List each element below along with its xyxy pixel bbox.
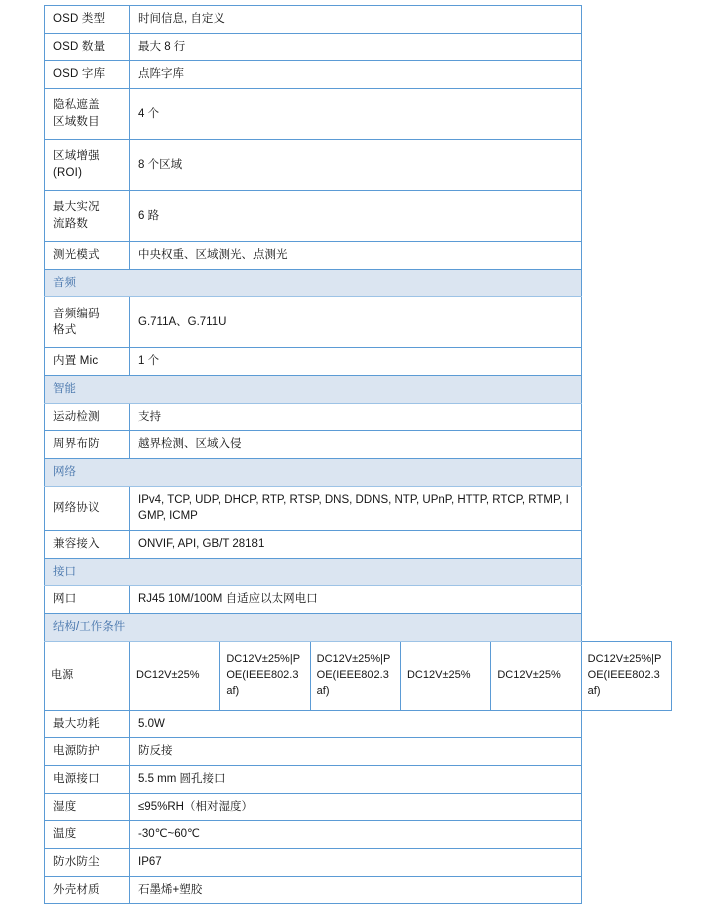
spec-row: [45, 821, 672, 849]
spec-label-line: 音频编码: [53, 307, 100, 320]
spec-row: [45, 61, 672, 89]
spec-value: RJ45 10M/100M 自适应以太网电口: [130, 586, 582, 614]
spec-label: [45, 89, 130, 140]
spec-value: 6 路: [130, 191, 582, 242]
section-header-row: [45, 558, 672, 586]
section-header-label: 网络: [45, 459, 582, 487]
spec-label: OSD 数量: [45, 33, 130, 61]
spec-row: [45, 297, 672, 348]
specification-sheet: [44, 5, 672, 904]
spec-value: 越界检测、区域入侵: [130, 431, 582, 459]
spec-value: 支持: [130, 403, 582, 431]
spec-label: OSD 字库: [45, 61, 130, 89]
spec-label: 电源: [45, 641, 130, 710]
spec-label: 最大功耗: [45, 710, 130, 738]
spec-value: -30℃~60℃: [130, 821, 582, 849]
spec-value: 8 个区域: [130, 140, 582, 191]
spec-value: ≤95%RH（相对湿度）: [130, 793, 582, 821]
section-header-row: [45, 376, 672, 404]
section-header-row: [45, 269, 672, 297]
spec-row: [45, 140, 672, 191]
power-supply-row: [45, 641, 672, 710]
section-header-label: 智能: [45, 376, 582, 404]
spec-value: 5.0W: [130, 710, 582, 738]
spec-label: 测光模式: [45, 242, 130, 270]
section-header-label: 结构/工作条件: [45, 614, 582, 642]
spec-row: [45, 6, 672, 34]
section-header-label: 音频: [45, 269, 582, 297]
spec-value: 防反接: [130, 738, 582, 766]
spec-label: [45, 191, 130, 242]
spec-row: [45, 348, 672, 376]
spec-row: [45, 531, 672, 559]
spec-value: 点阵字库: [130, 61, 582, 89]
section-header-label: 接口: [45, 558, 582, 586]
specification-table-body: [45, 6, 672, 904]
power-option-cell: DC12V±25%: [130, 641, 220, 710]
spec-row: [45, 431, 672, 459]
spec-value: IPv4, TCP, UDP, DHCP, RTP, RTSP, DNS, DDNS, NTP, UPnP, HTTP, RTCP, RTMP, IGMP, ICMP: [130, 486, 582, 530]
spec-value: 石墨烯+塑胶: [130, 876, 582, 904]
spec-value: 最大 8 行: [130, 33, 582, 61]
spec-row: [45, 191, 672, 242]
spec-value: 1 个: [130, 348, 582, 376]
spec-row: [45, 793, 672, 821]
power-option-cell: DC12V±25%|POE(IEEE802.3af): [310, 641, 400, 710]
spec-value: 中央权重、区域测光、点测光: [130, 242, 582, 270]
spec-label: 湿度: [45, 793, 130, 821]
spec-label-line: 区域数目: [53, 116, 100, 129]
spec-label-line: 最大实况: [53, 201, 100, 214]
spec-label: 防水防尘: [45, 849, 130, 877]
spec-label-line: 区域增强: [53, 150, 100, 163]
spec-row: [45, 586, 672, 614]
section-header-row: [45, 459, 672, 487]
spec-label-line: 流路数: [53, 218, 89, 231]
power-option-cell: DC12V±25%: [491, 641, 581, 710]
spec-row: [45, 876, 672, 904]
spec-label: 内置 Mic: [45, 348, 130, 376]
spec-label: 电源接口: [45, 766, 130, 794]
spec-row: [45, 403, 672, 431]
power-option-cell: DC12V±25%|POE(IEEE802.3af): [581, 641, 671, 710]
spec-label: 周界布防: [45, 431, 130, 459]
spec-label: 运动检测: [45, 403, 130, 431]
spec-label-line: 隐私遮盖: [53, 99, 100, 112]
spec-label: 外壳材质: [45, 876, 130, 904]
specification-table: [44, 5, 672, 904]
spec-label: [45, 140, 130, 191]
spec-value: 4 个: [130, 89, 582, 140]
spec-row: [45, 849, 672, 877]
power-option-cell: DC12V±25%|POE(IEEE802.3af): [220, 641, 310, 710]
spec-row: [45, 766, 672, 794]
spec-label-line: (ROI): [53, 167, 83, 180]
spec-value: 5.5 mm 圆孔接口: [130, 766, 582, 794]
spec-value: IP67: [130, 849, 582, 877]
spec-value: 时间信息, 自定义: [130, 6, 582, 34]
spec-label: 网口: [45, 586, 130, 614]
spec-label: 网络协议: [45, 486, 130, 530]
spec-label: 兼容接入: [45, 531, 130, 559]
spec-row: [45, 710, 672, 738]
spec-label: [45, 297, 130, 348]
spec-row: [45, 242, 672, 270]
spec-row: [45, 89, 672, 140]
spec-label: OSD 类型: [45, 6, 130, 34]
spec-row: [45, 738, 672, 766]
spec-label: 温度: [45, 821, 130, 849]
spec-label-line: 格式: [53, 324, 77, 337]
spec-value: G.711A、G.711U: [130, 297, 582, 348]
section-header-row: [45, 614, 672, 642]
spec-label: 电源防护: [45, 738, 130, 766]
power-option-cell: DC12V±25%: [400, 641, 490, 710]
spec-value: ONVIF, API, GB/T 28181: [130, 531, 582, 559]
spec-row: [45, 486, 672, 530]
spec-row: [45, 33, 672, 61]
